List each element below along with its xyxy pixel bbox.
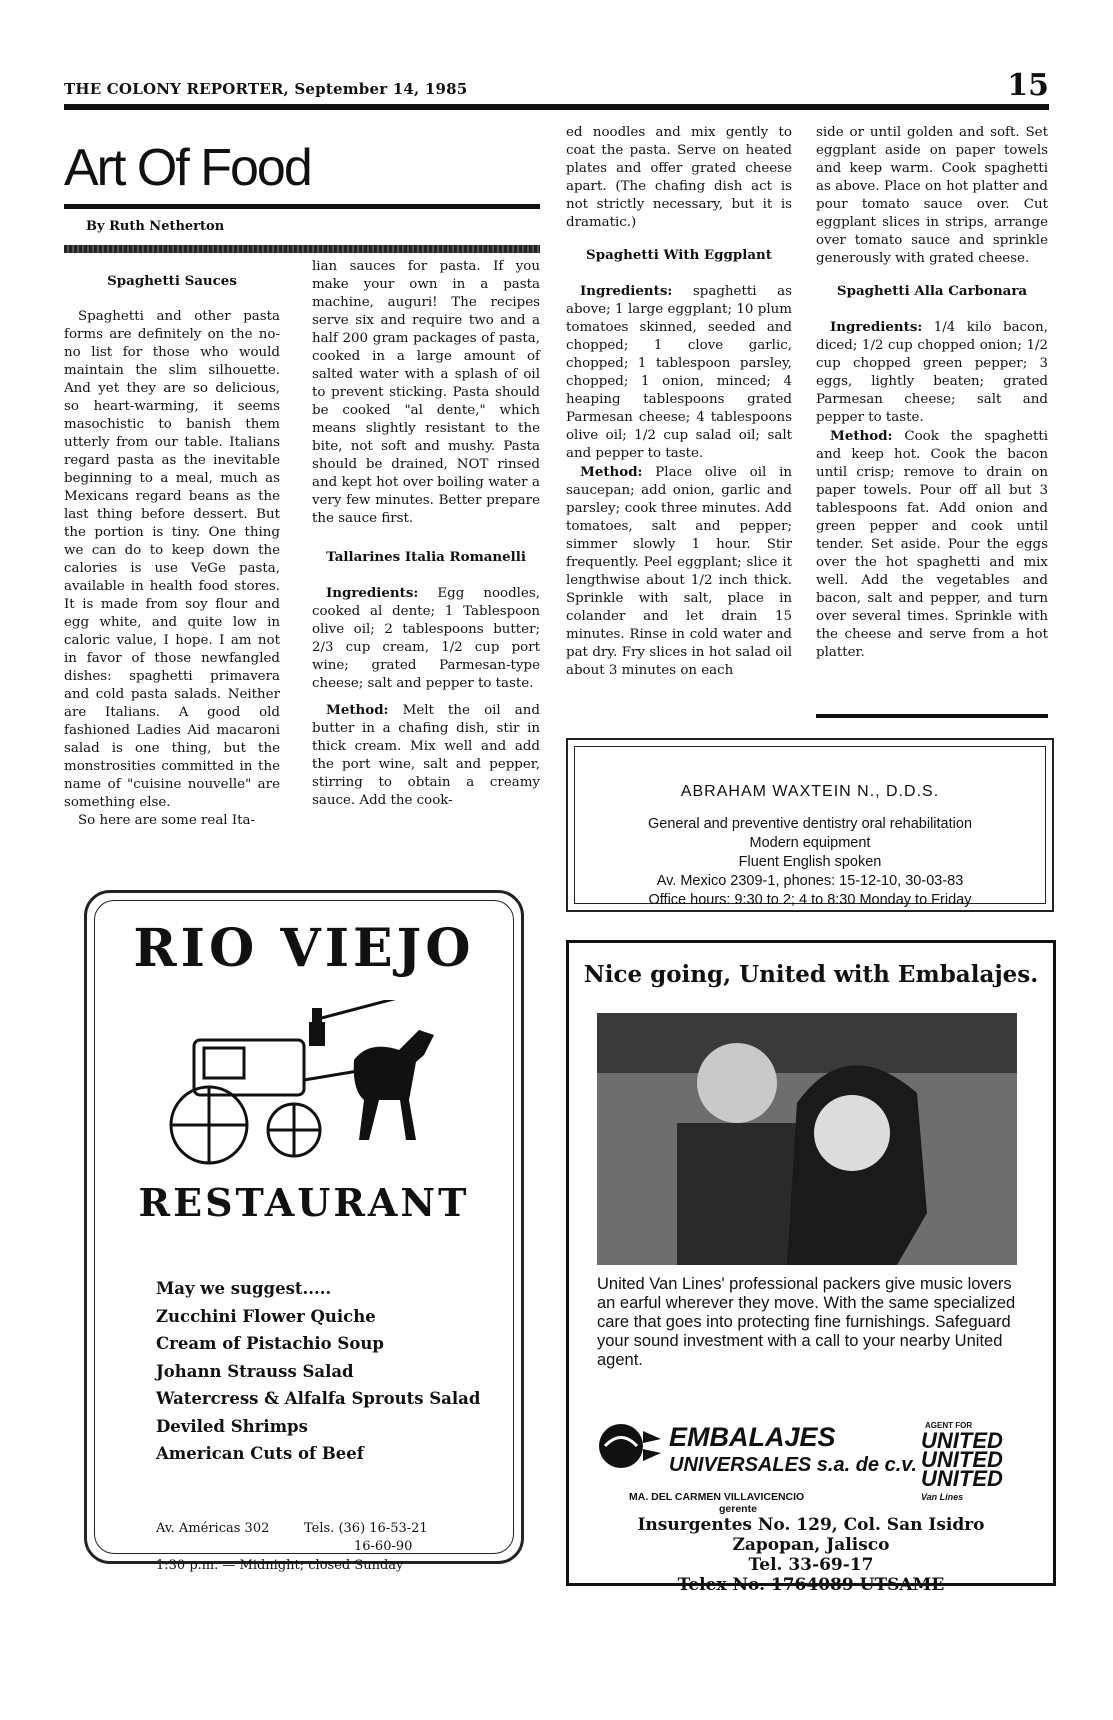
address-line: Tel. 33-69-17 bbox=[748, 1555, 874, 1575]
label: Method: bbox=[830, 428, 893, 444]
driver bbox=[309, 1022, 325, 1046]
article-title: Art Of Food bbox=[64, 139, 311, 197]
label: Ingredients: bbox=[830, 319, 923, 335]
contact-person bbox=[629, 1491, 804, 1515]
label: Method: bbox=[326, 702, 389, 718]
column-end-rule bbox=[816, 714, 1048, 718]
method-text: Cook the spaghetti and keep hot. Cook the bacon until crisp; remove to drain on paper towels. Pour off all but 3 tablespoons fat. Add onion and green pepper and cook until tender. Set aside. Pour the eggs over the hot spaghetti and mix well. Add the vegetables and bacon, salt and pepper, and turn over several times. Sprinkle with the cheese and serve from a hot platter. bbox=[816, 429, 1048, 660]
phone-line: Tels. (36) 16-53-21 bbox=[304, 1521, 428, 1536]
article-column-3 bbox=[566, 124, 792, 680]
couple-photo bbox=[597, 1013, 1017, 1265]
article-column-4 bbox=[816, 124, 1048, 662]
label: Method: bbox=[580, 464, 643, 480]
dentist-hours: Office hours: 9:30 to 2; 4 to 8:30 Monday to Friday bbox=[648, 892, 972, 908]
recipe-method bbox=[816, 427, 1048, 662]
address-line: Zapopan, Jalisco bbox=[732, 1535, 890, 1555]
rio-viejo-ad bbox=[64, 870, 544, 1584]
paragraph: So here are some real Ita- bbox=[78, 813, 256, 828]
paragraph: side or until golden and soft. Set eggplant aside on paper towels and keep warm. Cook spaghetti as above. Place on hot platter and pour tomato sauce over. Cut eggplant slices in strips, arrange over tomato sauce and sprinkle generously with grated cheese. bbox=[816, 125, 1048, 266]
ad-headline: Nice going, United with Embalajes. bbox=[583, 961, 1039, 988]
menu-item: Cream of Pistachio Soup bbox=[156, 1334, 384, 1353]
whip bbox=[314, 1000, 409, 1020]
section-heading: Spaghetti Sauces bbox=[107, 273, 237, 289]
recipe-ingredients bbox=[312, 584, 540, 693]
title-rule bbox=[64, 204, 540, 209]
paragraph: Spaghetti and other pasta forms are definitely on the no-no list for those who would maintain the slim silhouette. And yet they are so delicious, so heart-warming, it seems masochistic to banish them utterly from our table. Italians regard pasta as the inevitable beginning to a meal, much as Mexicans regard beans as the last thing before dessert. But the portion is tiny. One thing we can do to keep down the calories is use VeGe pasta, available in health food stores. It is made from soy flour and egg white, and quite low in caloric value, I hope. I am not in favor of those newfangled dishes: spaghetti primavera and cold pasta salads. Neither are Italians. A good old fashioned Ladies Aid macaroni salad is one thing, but the monstrosities committed in the name of "cuisine nouvelle" are something else. bbox=[64, 309, 280, 810]
menu-item: Johann Strauss Salad bbox=[156, 1361, 354, 1381]
ad-photo bbox=[597, 1013, 1017, 1265]
ingredients-text: 1/4 kilo bacon, diced; 1/2 cup chopped onion; 1/2 cup chopped green pepper; 3 eggs, lightly beaten; grated Parmesan cheese; salt and pepper to taste. bbox=[816, 320, 1048, 425]
united-address bbox=[569, 1515, 1053, 1595]
menu-intro: May we suggest..... bbox=[156, 1279, 332, 1298]
restaurant-name: RIO VIEJO bbox=[133, 918, 475, 979]
embalajes-logo bbox=[669, 1423, 917, 1479]
contact-name: MA. DEL CARMEN VILLAVICENCIO bbox=[629, 1491, 805, 1503]
ingredients-text: spaghetti as above; 1 large eggplant; 10 plum tomatoes skinned, seeded and chopped; 1 clove garlic, chopped; 1 tablespoon parsley, chopped; 1 onion, minced; 4 heaping tablespoons grated Parmesan cheese; 4 tablespoons olive oil; 1/2 cup salad oil; salt and pepper to taste. bbox=[566, 284, 792, 461]
recipe-method bbox=[312, 701, 540, 810]
ad-body: United Van Lines' professional packers give music lovers an earful wherever they move. With the same specialized care that goes into protecting fine furnishings. Safeguard your sound investment with a call to your nearby United agent. bbox=[597, 1275, 1016, 1369]
menu-item: Deviled Shrimps bbox=[156, 1416, 308, 1436]
van-lines-label: Van Lines bbox=[921, 1492, 964, 1502]
article-column-2 bbox=[312, 258, 540, 810]
dentist-address: Av. Mexico 2309-1, phones: 15-12-10, 30-03-83 bbox=[656, 873, 964, 889]
dentist-ad bbox=[566, 738, 1054, 912]
dentist-ad-inner bbox=[574, 746, 1046, 908]
recipe-ingredients bbox=[816, 318, 1048, 427]
contact-role: gerente bbox=[719, 1503, 757, 1515]
logo-line: EMBALAJES bbox=[669, 1422, 836, 1452]
horse-carriage-illustration bbox=[154, 1000, 454, 1170]
recipe-ingredients bbox=[566, 282, 792, 463]
phone-line: 16-60-90 bbox=[354, 1539, 413, 1554]
address-line: Insurgentes No. 129, Col. San Isidro bbox=[637, 1515, 985, 1535]
dentist-equipment: Modern equipment bbox=[749, 835, 871, 851]
dentist-name: ABRAHAM WAXTEIN N., D.D.S. bbox=[680, 783, 940, 800]
paper-dateline: THE COLONY REPORTER, September 14, 1985 bbox=[64, 80, 468, 98]
restaurant-label: RESTAURANT bbox=[138, 1180, 470, 1225]
suggested-menu bbox=[156, 1275, 480, 1468]
united-logo bbox=[921, 1428, 1003, 1507]
united-word: UNITED bbox=[921, 1447, 1003, 1472]
ingredients-text: Egg noodles, cooked al dente; 1 Tablespoon olive oil; 2 tablespoons butter; 2/3 cup cream, 1/2 cup port wine; grated Parmesan-type cheese; salt and pepper to taste. bbox=[312, 586, 540, 691]
byline-rule bbox=[64, 245, 540, 253]
united-word: UNITED bbox=[921, 1466, 1003, 1491]
horse bbox=[354, 1030, 434, 1140]
menu-item: American Cuts of Beef bbox=[156, 1444, 364, 1463]
article-column-1 bbox=[64, 258, 280, 830]
method-text: Melt the oil and butter in a chafing dish, stir in thick cream. Mix well and add the port wine, salt and pepper, stirring to obtain a creamy sauce. Add the cook- bbox=[312, 703, 540, 808]
logo-line: UNIVERSALES s.a. de c.v. bbox=[669, 1454, 917, 1476]
united-embalajes-ad bbox=[566, 940, 1056, 1595]
paragraph: lian sauces for pasta. If you make your own in a pasta machine, auguri! The recipes serve six and require two and a half 200 gram packages of pasta, cooked in a large amount of salted water with a splash of oil to prevent sticking. Pasta should be cooked "al dente," which means slightly resistant to the bite, not soft and mushy. Pasta should be drained, NOT rinsed and kept hot over boiling water a very few minutes. Better prepare the sauce first. bbox=[312, 259, 540, 526]
driver-hat bbox=[312, 1008, 322, 1022]
recipe-title: Spaghetti With Eggplant bbox=[586, 247, 772, 263]
label: Ingredients: bbox=[326, 585, 419, 601]
menu-item: Watercress & Alfalfa Sprouts Salad bbox=[156, 1389, 481, 1408]
paragraph: ed noodles and mix gently to coat the pasta. Serve on heated plates and offer grated cheese apart. (The chafing dish act is not strictly necessary, but it is dramatic.) bbox=[566, 125, 792, 230]
restaurant-phones bbox=[304, 1520, 428, 1556]
page-number: 15 bbox=[1007, 68, 1049, 103]
united-word: UNITED bbox=[921, 1428, 1003, 1453]
byline: By Ruth Netherton bbox=[86, 219, 225, 234]
restaurant-address: Av. Américas 302 bbox=[156, 1521, 270, 1536]
agent-for-label: AGENT FOR bbox=[925, 1421, 973, 1430]
masthead bbox=[64, 68, 1049, 110]
method-text: Place olive oil in saucepan; add onion, garlic and parsley; cook three minutes. Add tomatoes, salt and pepper; simmer slowly 1 hour. Stir frequently. Peel eggplant; slice it lengthwise about 1/2 inch thick. Sprinkle with salt, place in colander and let drain 15 minutes. Rinse in cold water and pat dry. Fry slices in hot salad oil about 3 minutes on each bbox=[566, 465, 792, 678]
dentist-services: General and preventive dentistry oral rehabilitation bbox=[647, 816, 973, 832]
recipe-title: Tallarines Italia Romanelli bbox=[326, 549, 526, 565]
dentist-language: Fluent English spoken bbox=[738, 854, 882, 870]
carriage-window bbox=[204, 1048, 244, 1078]
menu-item: Zucchini Flower Quiche bbox=[156, 1306, 376, 1326]
address-line: Telex No. 1764089 UTSAME bbox=[677, 1575, 945, 1595]
label: Ingredients: bbox=[580, 283, 673, 299]
embalajes-logo-icon bbox=[593, 1421, 663, 1471]
recipe-title: Spaghetti Alla Carbonara bbox=[836, 283, 1028, 299]
recipe-method bbox=[566, 463, 792, 680]
restaurant-hours: 1:30 p.m. — Midnight; closed Sunday bbox=[156, 1558, 404, 1573]
